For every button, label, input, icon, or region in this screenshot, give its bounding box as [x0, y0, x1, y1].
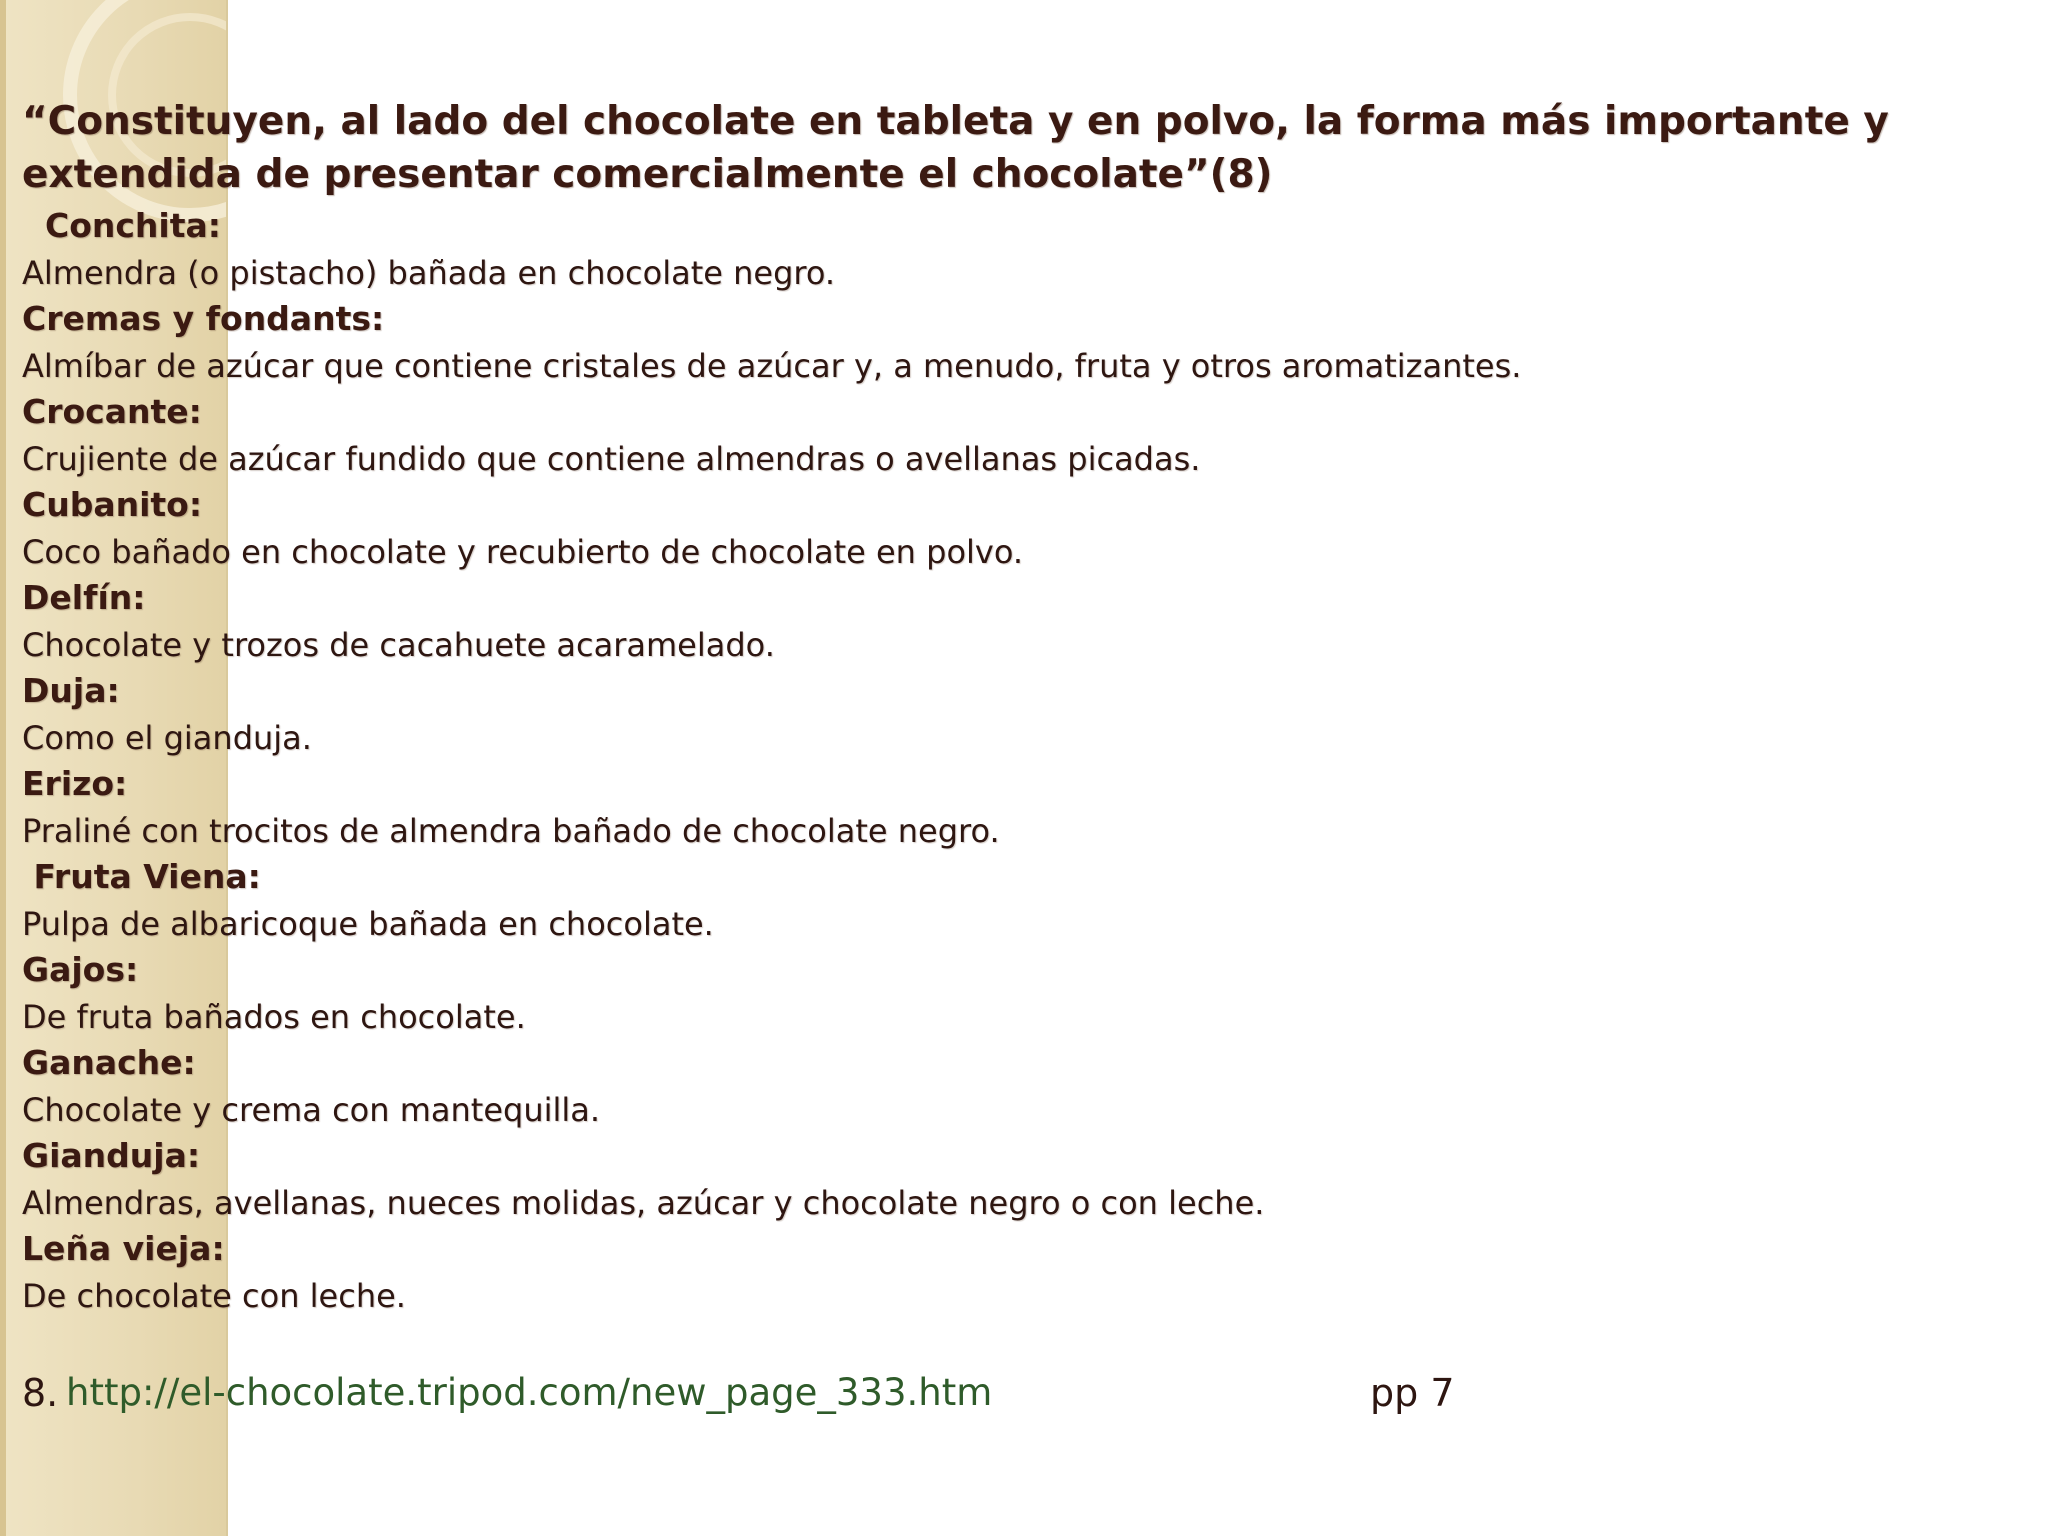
glossary-term: Gianduja: [22, 1136, 201, 1175]
glossary-term: Cremas y fondants: [22, 299, 385, 338]
glossary-term: Cubanito: [22, 485, 203, 524]
glossary-term: Delfín: [22, 578, 146, 617]
slide-title: “Constituyen, al lado del chocolate en tableta y en polvo, la forma más importante y extendida de presentar comercialmente el chocolate”(8) [22, 99, 1889, 197]
glossary-definition: Pulpa de albaricoque bañada en chocolate. [22, 904, 714, 943]
reference-footer [22, 1368, 2002, 1418]
glossary-definition: Coco bañado en chocolate y recubierto de chocolate en polvo. [22, 532, 1024, 571]
reference-link[interactable]: http://el-chocolate.tripod.com/new_page_333.htm [66, 1371, 993, 1414]
glossary-term: Duja: [22, 671, 120, 710]
slide-content [22, 95, 2002, 1319]
glossary-term: Gajos: [22, 950, 139, 989]
glossary-list [22, 203, 2002, 1319]
glossary-definition: Almendra (o pistacho) bañada en chocolate negro. [22, 253, 836, 292]
glossary-term: Conchita: [22, 206, 221, 245]
glossary-definition: De fruta bañados en chocolate. [22, 997, 526, 1036]
glossary-definition: Como el gianduja. [22, 718, 312, 757]
glossary-definition: Praliné con trocitos de almendra bañado de chocolate negro. [22, 811, 1000, 850]
glossary-term: Crocante: [22, 392, 202, 431]
glossary-definition: Chocolate y crema con mantequilla. [22, 1090, 601, 1129]
glossary-term: Ganache: [22, 1043, 196, 1082]
page-number: pp 7 [1370, 1371, 1455, 1415]
glossary-definition: Crujiente de azúcar fundido que contiene almendras o avellanas picadas. [22, 439, 1201, 478]
glossary-definition: Almendras, avellanas, nueces molidas, azúcar y chocolate negro o con leche. [22, 1183, 1265, 1222]
glossary-definition: De chocolate con leche. [22, 1276, 406, 1315]
glossary-definition: Chocolate y trozos de cacahuete acaramelado. [22, 625, 775, 664]
glossary-term: Erizo: [22, 764, 128, 803]
glossary-term: Fruta Viena: [22, 857, 261, 896]
glossary-definition: Almíbar de azúcar que contiene cristales de azúcar y, a menudo, fruta y otros aromatizantes. [22, 346, 1522, 385]
reference-number: 8. [22, 1371, 59, 1415]
glossary-term: Leña vieja: [22, 1229, 225, 1268]
